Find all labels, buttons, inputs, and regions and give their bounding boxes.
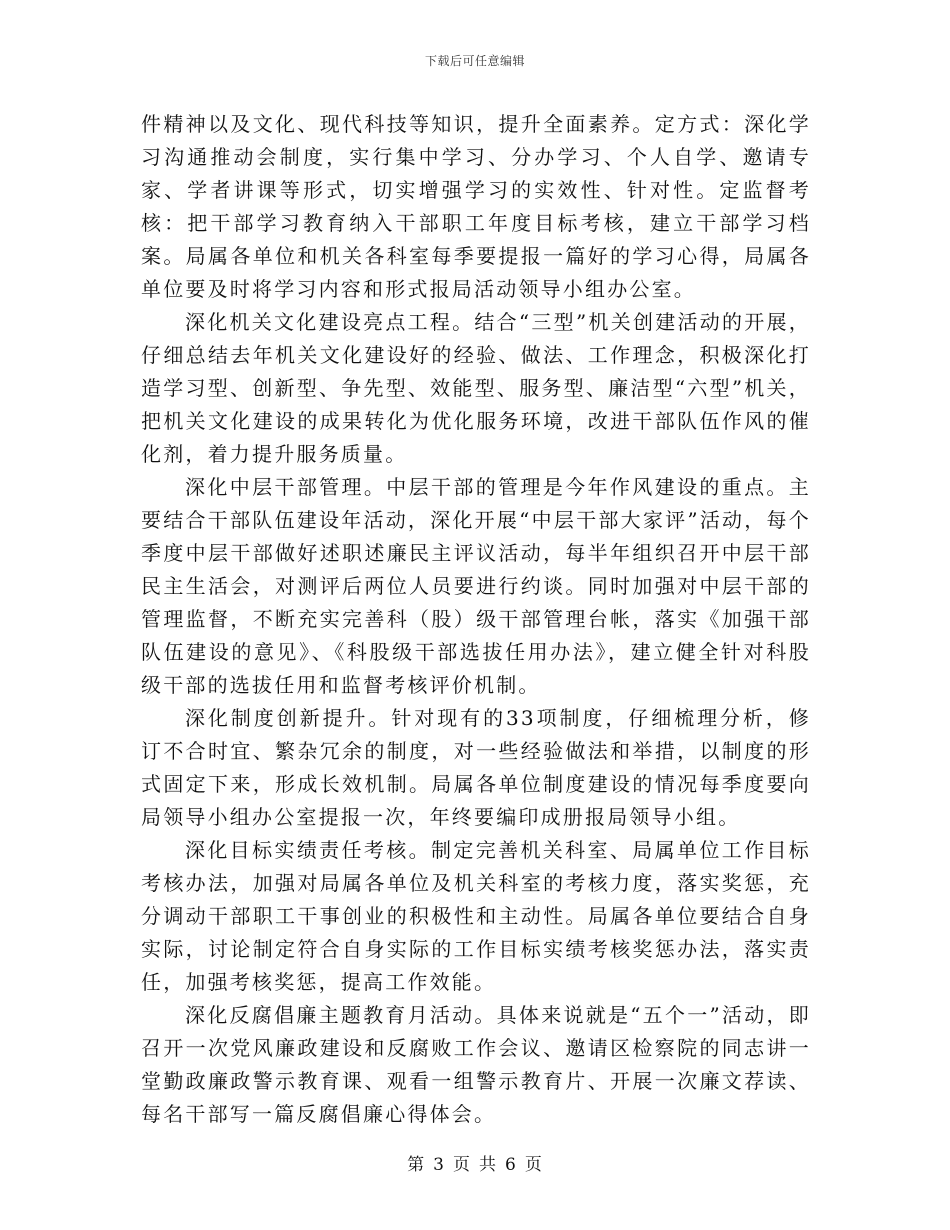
footer-page-unit: 页 xyxy=(453,1155,471,1175)
footer-current-page: 3 xyxy=(433,1155,445,1175)
paragraph-target-assessment: 深化目标实绩责任考核。制定完善机关科室、局属单位工作目标考核办法，加强对局属各单位及机关科室的考核力度，落实奖惩，充分调动干部职工干事创业的积极性和主动性。局属各单位要结合自身实际，讨论制定符合自身实际的工作目标实绩考核奖惩办法，落实责任，加强考核奖惩，提高工作效能。 xyxy=(141,838,811,994)
header-note: 下载后可任意编辑 xyxy=(424,54,525,68)
paragraph-continuation: 件精神以及文化、现代科技等知识，提升全面素养。定方式：深化学习沟通推动会制度，实行集中学习、分办学习、个人自学、邀请专家、学者讲课等形式，切实增强学习的实效性、针对性。定监督考核：把干部学习教育纳入干部职工年度目标考核，建立干部学习档案。局属各单位和机关各科室每季要提报一篇好的学习心得，局属各单位要及时将学习内容和形式报局活动领导小组办公室。 xyxy=(141,112,811,301)
paragraph-system-innovation: 深化制度创新提升。针对现有的33项制度，仔细梳理分析，修订不合时宜、繁杂冗余的制度，对一些经验做法和举措，以制度的形式固定下来，形成长效机制。局属各单位制度建设的情况每季度要向局领导小组办公室提报一次，年终要编印成册报局领导小组。 xyxy=(141,706,811,829)
footer-total-pages: 6 xyxy=(505,1155,517,1175)
paragraph-culture-project: 深化机关文化建设亮点工程。结合“三型”机关创建活动的开展，仔细总结去年机关文化建设好的经验、做法、工作理念，积极深化打造学习型、创新型、争先型、效能型、服务型、廉洁型“六型”机关，把机关文化建设的成果转化为优化服务环境，改进干部队伍作风的催化剂，着力提升服务质量。 xyxy=(141,310,811,466)
paragraph-anti-corruption: 深化反腐倡廉主题教育月活动。具体来说就是“五个一”活动，即召开一次党风廉政建设和反腐败工作会议、邀请区检察院的同志讲一堂勤政廉政警示教育课、观看一组警示教育片、开展一次廉文荐读、每名干部写一篇反腐倡廉心得体会。 xyxy=(141,1003,811,1126)
page-number-footer xyxy=(0,1150,950,1175)
footer-total-prefix: 共 xyxy=(479,1155,497,1175)
paragraph-middle-cadre: 深化中层干部管理。中层干部的管理是今年作风建设的重点。主要结合干部队伍建设年活动，深化开展“中层干部大家评”活动，每个季度中层干部做好述职述廉民主评议活动，每半年组织召开中层干部民主生活会，对测评后两位人员要进行约谈。同时加强对中层干部的管理监督，不断充实完善科（股）级干部管理台帐，落实《加强干部队伍建设的意见》、《科股级干部选拔任用办法》，建立健全针对科股级干部的选拔任用和监督考核评价机制。 xyxy=(141,475,811,697)
footer-total-unit: 页 xyxy=(524,1155,543,1175)
footer-prefix: 第 xyxy=(407,1155,426,1175)
document-body xyxy=(141,108,811,1131)
